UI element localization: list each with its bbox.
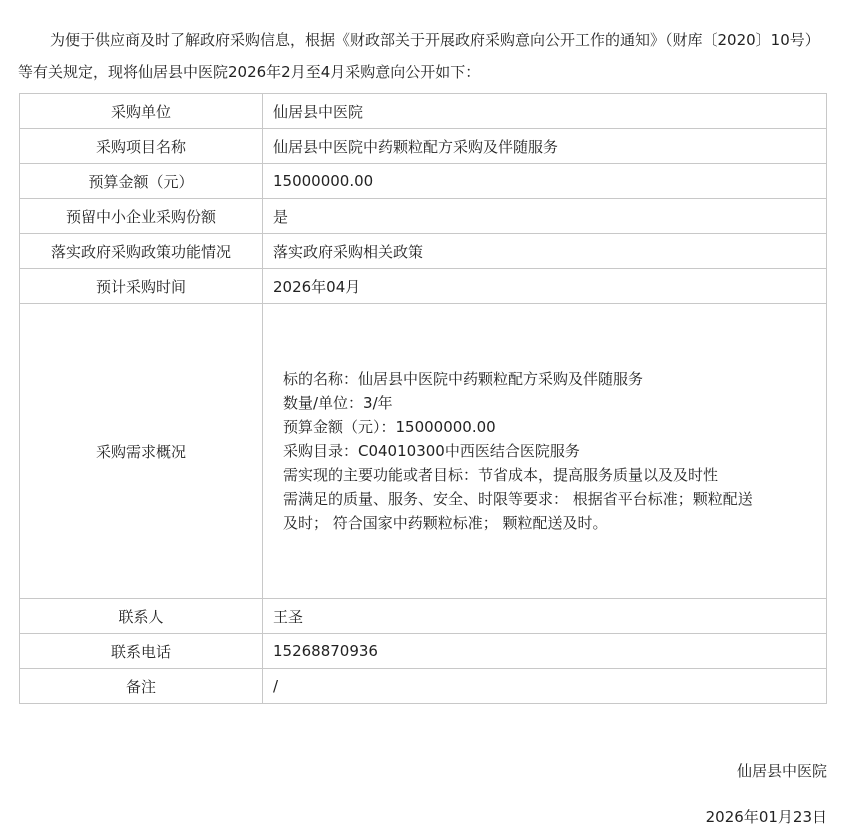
table-row — [20, 164, 827, 199]
requirement-line: 预算金额（元）：15000000.00 — [283, 418, 496, 436]
requirement-line: 需实现的主要功能或者目标：节省成本，提高服务质量以及及时性 — [283, 466, 719, 484]
intro-paragraph: 为便于供应商及时了解政府采购信息，根据《财政部关于开展政府采购意向公开工作的通知》（财库〔2020〕10号）等有关规定，现将仙居县中医院2026年2月至4月采购意向公开如下： — [18, 31, 820, 81]
row-value: / — [263, 669, 827, 704]
signature-organization: 仙居县中医院 — [736, 762, 827, 780]
row-value: 王圣 — [263, 599, 827, 634]
table-row — [20, 129, 827, 164]
row-value: 是 — [263, 199, 827, 234]
requirements-block — [283, 367, 763, 535]
requirement-line: 标的名称：仙居县中医院中药颗粒配方采购及伴随服务 — [283, 370, 644, 388]
row-label: 落实政府采购政策功能情况 — [20, 234, 263, 269]
row-label: 联系人 — [20, 599, 263, 634]
row-value: 仙居县中医院中药颗粒配方采购及伴随服务 — [263, 129, 827, 164]
table-row — [20, 199, 827, 234]
table-row — [20, 269, 827, 304]
row-value: 落实政府采购相关政策 — [263, 234, 827, 269]
row-label: 预计采购时间 — [20, 269, 263, 304]
row-label: 联系电话 — [20, 634, 263, 669]
table-row — [20, 234, 827, 269]
requirements-value — [263, 304, 827, 599]
table-row — [20, 599, 827, 634]
requirements-row — [20, 304, 827, 599]
table-row — [20, 94, 827, 129]
row-label: 预留中小企业采购份额 — [20, 199, 263, 234]
requirement-line: 需满足的质量、服务、安全、时限等要求： 根据省平台标准；颗粒配送及时； 符合国家中药颗粒标准； 颗粒配送及时。 — [283, 490, 753, 532]
procurement-intent-table — [19, 93, 827, 704]
row-label: 备注 — [20, 669, 263, 704]
row-value: 仙居县中医院 — [263, 94, 827, 129]
row-value: 15268870936 — [263, 634, 827, 669]
row-label: 预算金额（元） — [20, 164, 263, 199]
requirement-line: 采购目录：C04010300中西医结合医院服务 — [283, 442, 580, 460]
requirement-line: 数量/单位：3/年 — [283, 394, 393, 412]
row-label: 采购项目名称 — [20, 129, 263, 164]
row-value: 15000000.00 — [263, 164, 827, 199]
row-label: 采购单位 — [20, 94, 263, 129]
requirements-label: 采购需求概况 — [20, 304, 263, 599]
table-row — [20, 634, 827, 669]
table-row — [20, 669, 827, 704]
signature-date: 2026年01月23日 — [705, 808, 827, 826]
row-value: 2026年04月 — [263, 269, 827, 304]
